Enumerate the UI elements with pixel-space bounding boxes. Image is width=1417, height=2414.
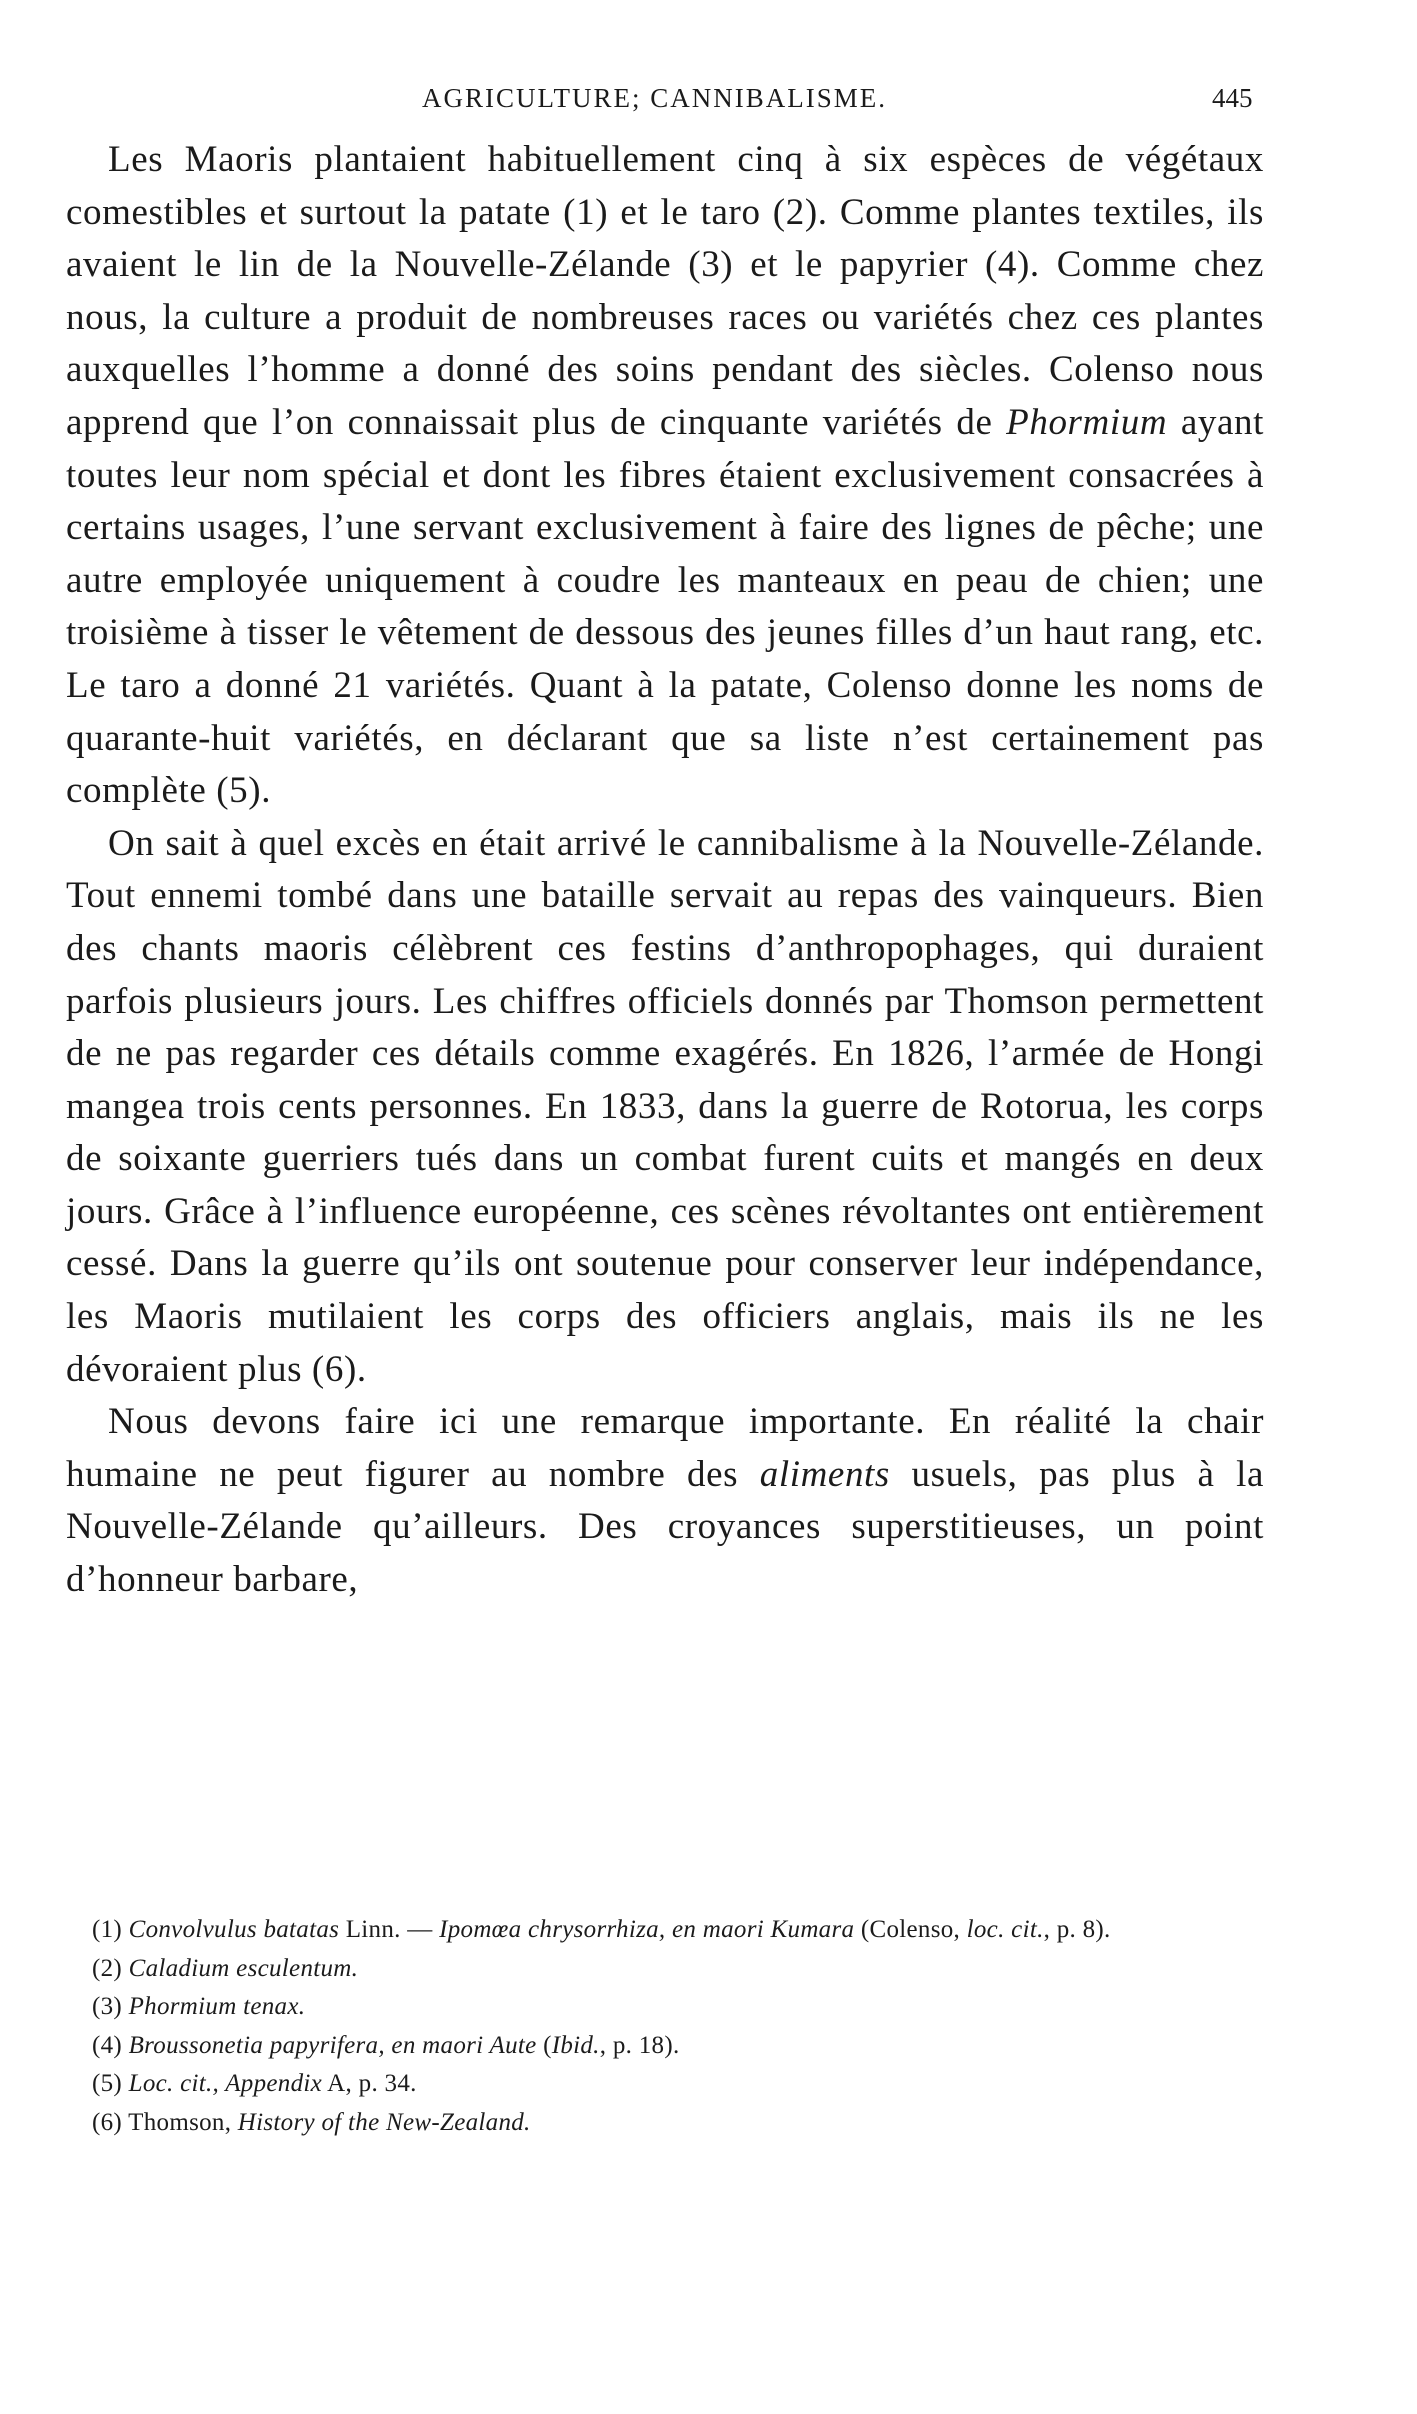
footnote-text: , p. 8). — [1043, 1916, 1111, 1943]
footnote-text: Linn. — — [339, 1916, 440, 1943]
paragraph — [66, 818, 1264, 1397]
footnote-italic-text: Convolvulus batatas — [128, 1916, 340, 1943]
running-header — [0, 78, 1417, 118]
footnote — [66, 1950, 1264, 1989]
paragraph — [66, 1396, 1264, 1606]
footnote-italic-text: Caladium esculentum. — [128, 1954, 359, 1982]
footnote-italic-text: Ibid. — [551, 2031, 600, 2059]
paragraph-text: ayant toutes leur nom spécial et dont les fibres étaient exclusivement consacrées à certains usages, l’une servant exclusivement à faire des lignes de pêche; une autre employée uniquement à coudre les manteaux en peau de chien; une troisième à tisser le vêtement de dessous des jeunes filles d’un haut rang, etc. Le taro a donné 21 variétés. Quant à la patate, Colenso donne les noms de quarante-huit variétés, en déclarant que sa liste n’est certainement pas complète (5). — [66, 401, 1264, 812]
paragraph — [66, 134, 1264, 818]
footnote-italic-text: Phormium tenax. — [128, 1993, 306, 2020]
footnote-italic-text: Loc. cit., Appendix — [128, 2070, 323, 2097]
footnote-text: , p. 18). — [599, 2031, 680, 2059]
footnote-italic-text: Broussonetia papyrifera, en maori Aute — [128, 2031, 537, 2059]
footnote-text: ( — [536, 2031, 552, 2059]
footnote-text: (2) — [92, 1954, 129, 1982]
footnote-text: (4) — [92, 2031, 129, 2059]
footnote — [66, 1911, 1264, 1950]
footnote-text: (3) — [92, 1993, 129, 2020]
footnote — [66, 2104, 1264, 2143]
paragraph-text: On sait à quel excès en était arrivé le cannibalisme à la Nouvelle-Zélande. Tout ennemi tombé dans une bataille servait au repas des vainqueurs. Bien des chants maoris célèbrent ces festins d’anthropophages, qui duraient parfois plusieurs jours. Les chiffres officiels donnés par Thomson permettent de ne pas regarder ces détails comme exagérés. En 1826, l’armée de Hongi mangea trois cents personnes. En 1833, dans la guerre de Rotorua, les corps de soixante guerriers tués dans un combat furent cuits et mangés en deux jours. Grâce à l’influence européenne, ces scènes révoltantes ont entièrement cessé. Dans la guerre qu’ils ont soutenue pour conserver leur indépendance, les Maoris mutilaient les corps des officiers anglais, mais ils ne les dévoraient plus (6). — [66, 822, 1264, 1390]
paragraph-text: usuels, pas plus à la Nouvelle-Zélande qu’ailleurs. Des croyances superstitieuses, un point d’honneur barbare, — [66, 1453, 1264, 1601]
paragraph-italic-text: aliments — [759, 1453, 890, 1495]
footnote — [66, 2065, 1264, 2104]
footnote — [66, 2027, 1264, 2066]
page-number: 445 — [1212, 83, 1253, 113]
running-title: AGRICULTURE; CANNIBALISME. — [422, 83, 888, 113]
footnote-italic-text: loc. cit. — [966, 1916, 1044, 1943]
footnote-text: (5) — [92, 2070, 129, 2097]
paragraph-text: Nous devons faire ici une remarque importante. En réalité la chair humaine ne peut figurer au nombre des — [66, 1401, 1264, 1495]
footnotes — [66, 1911, 1264, 2142]
paragraph-italic-text: Phormium — [1006, 401, 1168, 443]
main-text — [66, 134, 1264, 1607]
footnote-italic-text: History of the New-Zealand. — [237, 2108, 531, 2136]
paragraph-text: Les Maoris plantaient habituellement cinq à six espèces de végétaux comestibles et surtout la patate (1) et le taro (2). Comme plantes textiles, ils avaient le lin de la Nouvelle-Zélande (3) et le papyrier (4). Comme chez nous, la culture a produit de nombreuses races ou variétés chez ces plantes auxquelles l’homme a donné des soins pendant des siècles. Colenso nous apprend que l’on connaissait plus de cinquante variétés de — [66, 139, 1264, 443]
footnote-text: (1) — [92, 1916, 129, 1943]
footnote-text: (Colenso, — [854, 1916, 967, 1943]
footnote-text: A, p. 34. — [322, 2070, 417, 2097]
footnote-text: (6) Thomson, — [92, 2108, 238, 2136]
footnote-italic-text: Ipomœa chrysorrhiza, en maori Kumara — [439, 1916, 855, 1943]
footnote — [66, 1988, 1264, 2027]
